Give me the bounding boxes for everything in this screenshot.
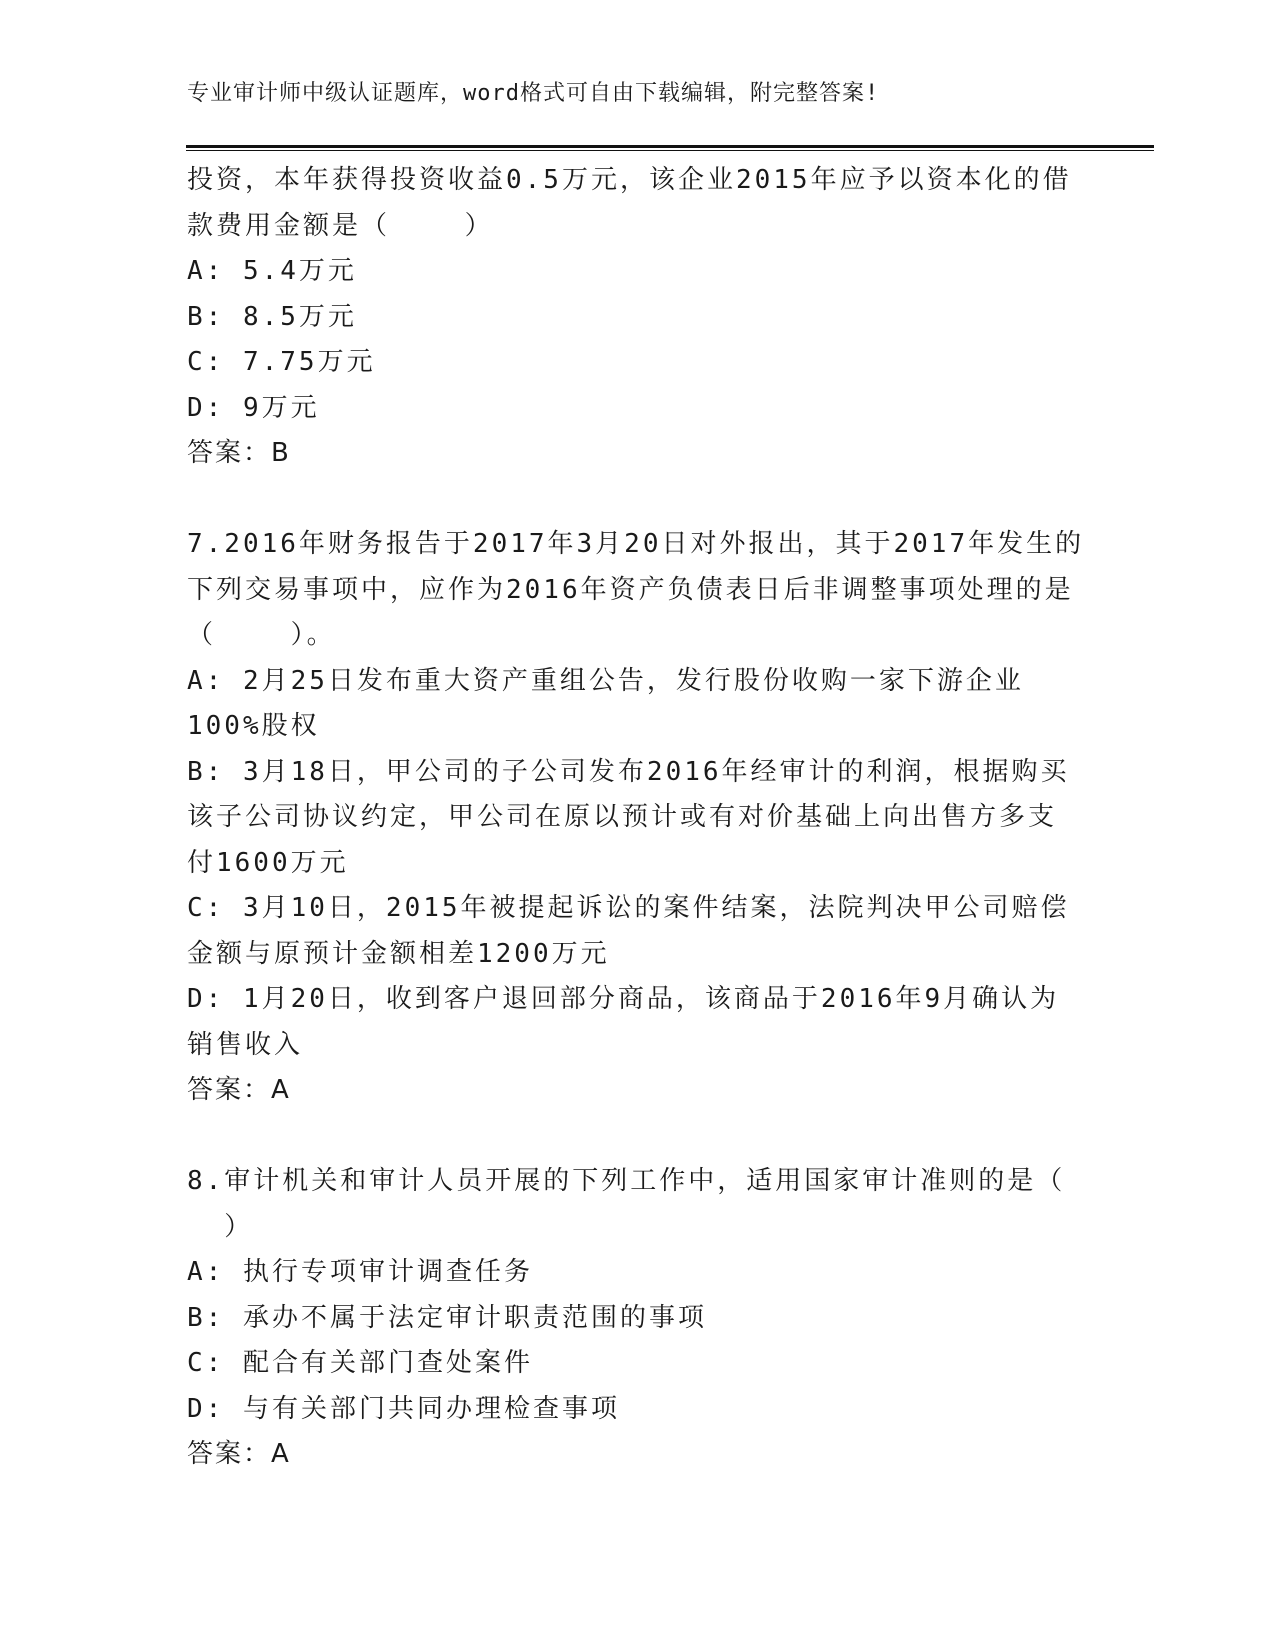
- option-b-cont: 该子公司协议约定，甲公司在原以预计或有对价基础上向出售方多支: [187, 802, 1058, 832]
- question-stem-line: ）: [187, 1211, 254, 1242]
- answer-label: 答案：A: [187, 1075, 291, 1105]
- option-b: B: 承办不属于法定审计职责范围的事项: [187, 1302, 707, 1333]
- question-8: [187, 1159, 1087, 1478]
- question-6: [187, 158, 1087, 477]
- option-c: C: 配合有关部门查处案件: [187, 1348, 533, 1378]
- option-d: D: 9万元: [187, 392, 320, 423]
- option-c-cont: 金额与原预计金额相差1200万元: [187, 938, 610, 969]
- question-stem-line: （ ）。: [187, 620, 336, 650]
- option-b: B: 3月18日，甲公司的子公司发布2016年经审计的利润，根据购买: [187, 756, 1070, 787]
- header-divider-thin: [186, 150, 1154, 151]
- option-b: B: 8.5万元: [187, 301, 357, 332]
- option-d: D: 与有关部门共同办理检查事项: [187, 1393, 620, 1424]
- question-stem-line: 下列交易事项中，应作为2016年资产负债表日后非调整事项处理的是: [187, 574, 1074, 605]
- option-c: C: 3月10日，2015年被提起诉讼的案件结案，法院判决甲公司赔偿: [187, 893, 1070, 923]
- answer-label: 答案：B: [187, 438, 291, 468]
- question-7: [187, 522, 1087, 1114]
- spacer: [187, 1114, 1087, 1160]
- option-a: A: 2月25日发布重大资产重组公告，发行股份收购一家下游企业: [187, 665, 1024, 696]
- question-stem-line: 7.2016年财务报告于2017年3月20日对外报出，其于2017年发生的: [187, 529, 1085, 559]
- option-d: D: 1月20日，收到客户退回部分商品，该商品于2016年9月确认为: [187, 984, 1060, 1014]
- header-divider-thick: [186, 145, 1154, 148]
- answer-label: 答案：A: [187, 1439, 291, 1469]
- option-a: A: 5.4万元: [187, 256, 357, 286]
- option-b-cont: 付1600万元: [187, 847, 349, 878]
- question-content: [187, 158, 1087, 1478]
- spacer: [187, 477, 1087, 523]
- option-a: A: 执行专项审计调查任务: [187, 1257, 533, 1287]
- page-header: 专业审计师中级认证题库，word格式可自由下载编辑，附完整答案!: [187, 81, 880, 106]
- question-stem-line: 款费用金额是（ ）: [187, 210, 494, 241]
- question-stem-line: 投资，本年获得投资收益0.5万元，该企业2015年应予以资本化的借: [187, 165, 1072, 195]
- option-c: C: 7.75万元: [187, 347, 376, 377]
- question-stem-line: 8.审计机关和审计人员开展的下列工作中，适用国家审计准则的是（: [187, 1166, 1066, 1196]
- option-d-cont: 销售收入: [187, 1029, 304, 1060]
- option-a-cont: 100%股权: [187, 711, 320, 741]
